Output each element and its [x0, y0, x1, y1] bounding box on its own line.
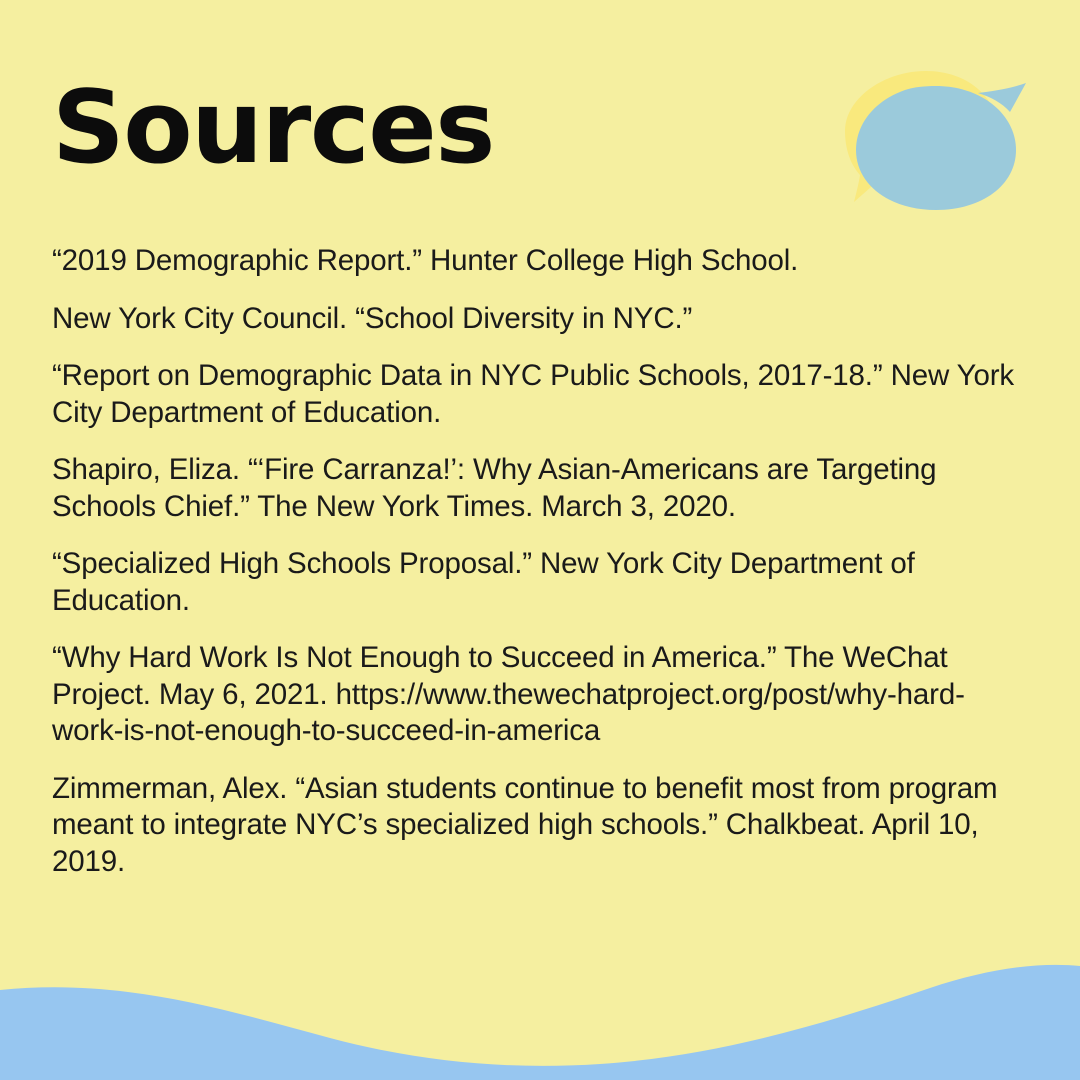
- source-entry: “Report on Demographic Data in NYC Public Schools, 2017-18.” New York City Department of Education.: [52, 359, 1014, 429]
- page-title: Sources: [52, 68, 494, 186]
- bottom-wave-decoration: [0, 950, 1080, 1080]
- source-entry: “Specialized High Schools Proposal.” New York City Department of Education.: [52, 547, 915, 617]
- source-entry: Shapiro, Eliza. “‘Fire Carranza!’: Why Asian-Americans are Targeting Schools Chief.” The New York Times. March 3, 2020.: [52, 453, 937, 523]
- source-entry: “Why Hard Work Is Not Enough to Succeed in America.” The WeChat Project. May 6, 2021. https://www.thewechatproject.org/post/why-hard-work-is-not-enough-to-succeed-in-america: [52, 641, 965, 747]
- sources-list: [52, 243, 1032, 880]
- source-entry: “2019 Demographic Report.” Hunter College High School.: [52, 244, 799, 277]
- source-entry: Zimmerman, Alex. “Asian students continue to benefit most from program meant to integrate NYC’s specialized high schools.” Chalkbeat. April 10, 2019.: [52, 771, 998, 878]
- speech-bubbles-decoration: [826, 62, 1036, 212]
- source-entry: New York City Council. “School Diversity in NYC.”: [52, 301, 693, 335]
- wave-shape: [0, 965, 1080, 1080]
